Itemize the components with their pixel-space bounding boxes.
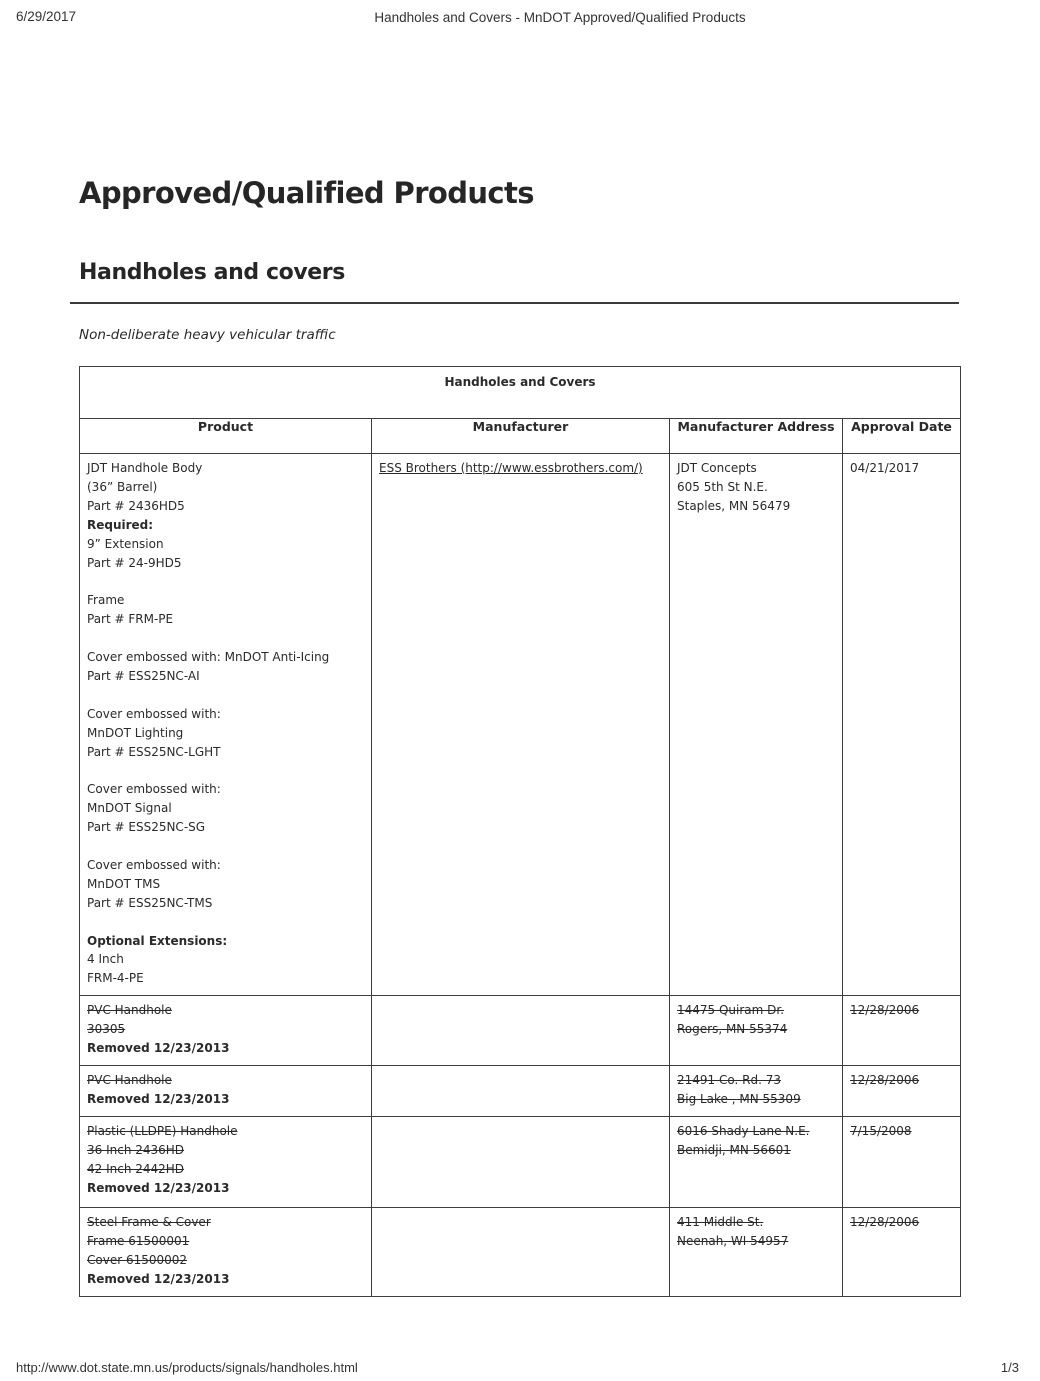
line-gap <box>87 629 364 648</box>
product-line: 36 Inch 2436HD <box>87 1142 185 1157</box>
product-label: Removed 12/23/2013 <box>87 1040 230 1055</box>
manufacturer-cell <box>372 454 670 996</box>
product-lines <box>80 1066 371 1115</box>
product-cell <box>80 454 372 996</box>
product-line: PVC Handhole <box>87 1073 172 1087</box>
address-line: Staples, MN 56479 <box>677 498 791 513</box>
product-line: JDT Handhole Body <box>87 461 203 475</box>
address-line: Rogers, MN 55374 <box>677 1021 788 1036</box>
product-line: 9” Extension <box>87 536 164 551</box>
product-line: Part # 24-9HD5 <box>87 555 182 570</box>
column-header-manufacturer-address: Manufacturer Address <box>670 419 843 454</box>
print-header <box>0 9 1040 29</box>
address-line: 605 5th St N.E. <box>677 479 768 494</box>
column-header-manufacturer: Manufacturer <box>372 419 670 454</box>
table-row <box>80 1066 961 1117</box>
product-line: Part # ESS25NC-LGHT <box>87 744 221 759</box>
address-cell <box>670 1117 843 1208</box>
product-line: Frame 61500001 <box>87 1233 190 1248</box>
manufacturer-cell <box>372 1208 670 1297</box>
product-label: Required: <box>87 517 154 532</box>
product-line: Part # ESS25NC-AI <box>87 668 200 683</box>
approval-date-cell <box>843 1066 961 1117</box>
product-line: Cover embossed with: <box>87 857 221 872</box>
approval-date: 7/15/2008 <box>850 1124 912 1138</box>
table-row <box>80 1208 961 1297</box>
manufacturer-cell <box>372 996 670 1066</box>
product-line: MnDOT Lighting <box>87 725 184 740</box>
address-cell <box>670 1066 843 1117</box>
product-cell <box>80 1117 372 1208</box>
address-line: Neenah, WI 54957 <box>677 1233 789 1248</box>
section-divider <box>70 302 959 304</box>
product-line: MnDOT Signal <box>87 801 172 816</box>
product-line: MnDOT TMS <box>87 876 161 891</box>
product-line: Cover 61500002 <box>87 1252 188 1267</box>
line-gap <box>87 572 364 591</box>
product-line: Part # FRM-PE <box>87 612 174 627</box>
address-line: Bemidji, MN 56601 <box>677 1142 791 1157</box>
product-line: Part # ESS25NC-TMS <box>87 895 213 910</box>
table-row <box>80 454 961 996</box>
product-cell <box>80 1066 372 1117</box>
print-footer <box>0 1360 1040 1380</box>
product-line: PVC Handhole <box>87 1003 172 1017</box>
product-line: Part # ESS25NC-SG <box>87 820 206 835</box>
address-line: 21491 Co. Rd. 73 <box>677 1073 781 1087</box>
column-header-approval-date: Approval Date <box>843 419 961 454</box>
line-gap <box>87 913 364 932</box>
product-label: Optional Extensions: <box>87 933 228 948</box>
table-caption: Handholes and Covers <box>80 367 961 419</box>
approval-date-cell <box>843 996 961 1066</box>
product-cell <box>80 1208 372 1297</box>
address-line: 411 Middle St. <box>677 1215 764 1229</box>
line-gap <box>87 686 364 705</box>
manufacturer-cell <box>372 1117 670 1208</box>
table-row <box>80 996 961 1066</box>
product-line: Part # 2436HD5 <box>87 498 185 513</box>
page-title: Approved/Qualified Products <box>79 176 534 210</box>
product-line: Cover embossed with: MnDOT Anti-Icing <box>87 650 330 665</box>
approval-date-cell <box>843 1208 961 1297</box>
table-row <box>80 1117 961 1208</box>
section-title: Handholes and covers <box>79 260 345 285</box>
product-line: 30305 <box>87 1021 126 1036</box>
column-header-product: Product <box>80 419 372 454</box>
address-cell <box>670 454 843 996</box>
approval-date: 12/28/2006 <box>850 1073 920 1087</box>
category-subtitle: Non-deliberate heavy vehicular traffic <box>79 327 336 343</box>
print-page-title: Handholes and Covers - MnDOT Approved/Qualified Products <box>374 10 746 25</box>
print-url: http://www.dot.state.mn.us/products/signals/handholes.html <box>16 1360 358 1375</box>
approval-date: 12/28/2006 <box>850 1003 920 1017</box>
table-caption-row <box>80 367 961 419</box>
product-line: 42 Inch 2442HD <box>87 1161 185 1176</box>
address-cell <box>670 996 843 1066</box>
print-page-number: 1/3 <box>1000 1360 1019 1375</box>
product-lines <box>80 996 371 1064</box>
approval-date: 12/28/2006 <box>850 1215 920 1229</box>
product-label: Removed 12/23/2013 <box>87 1180 230 1195</box>
address-line: JDT Concepts <box>677 461 757 475</box>
product-line: Cover embossed with: <box>87 782 221 797</box>
address-line: Big Lake , MN 55309 <box>677 1091 801 1106</box>
line-gap <box>87 761 364 780</box>
product-line: Plastic (LLDPE) Handhole <box>87 1124 238 1138</box>
table-header-row <box>80 419 961 454</box>
product-lines <box>80 1208 371 1295</box>
address-line: 14475 Quiram Dr. <box>677 1003 785 1017</box>
approval-date: 04/21/2017 <box>850 461 920 475</box>
product-label: Removed 12/23/2013 <box>87 1271 230 1286</box>
product-line: Steel Frame & Cover <box>87 1215 211 1229</box>
product-lines <box>80 454 371 994</box>
line-gap <box>87 837 364 856</box>
address-cell <box>670 1208 843 1297</box>
product-label: Removed 12/23/2013 <box>87 1091 230 1106</box>
product-line: Frame <box>87 593 125 608</box>
manufacturer-cell <box>372 1066 670 1117</box>
manufacturer-link[interactable]: ESS Brothers (http://www.essbrothers.com/) <box>379 461 643 475</box>
product-cell <box>80 996 372 1066</box>
approval-date-cell <box>843 454 961 996</box>
products-table <box>79 366 961 1297</box>
approval-date-cell <box>843 1117 961 1208</box>
product-line: (36” Barrel) <box>87 479 158 494</box>
address-line: 6016 Shady Lane N.E. <box>677 1124 810 1138</box>
product-lines <box>80 1117 371 1204</box>
product-line: FRM-4-PE <box>87 971 144 986</box>
product-line: Cover embossed with: <box>87 706 221 721</box>
print-date: 6/29/2017 <box>16 9 77 24</box>
product-line: 4 Inch <box>87 952 124 967</box>
